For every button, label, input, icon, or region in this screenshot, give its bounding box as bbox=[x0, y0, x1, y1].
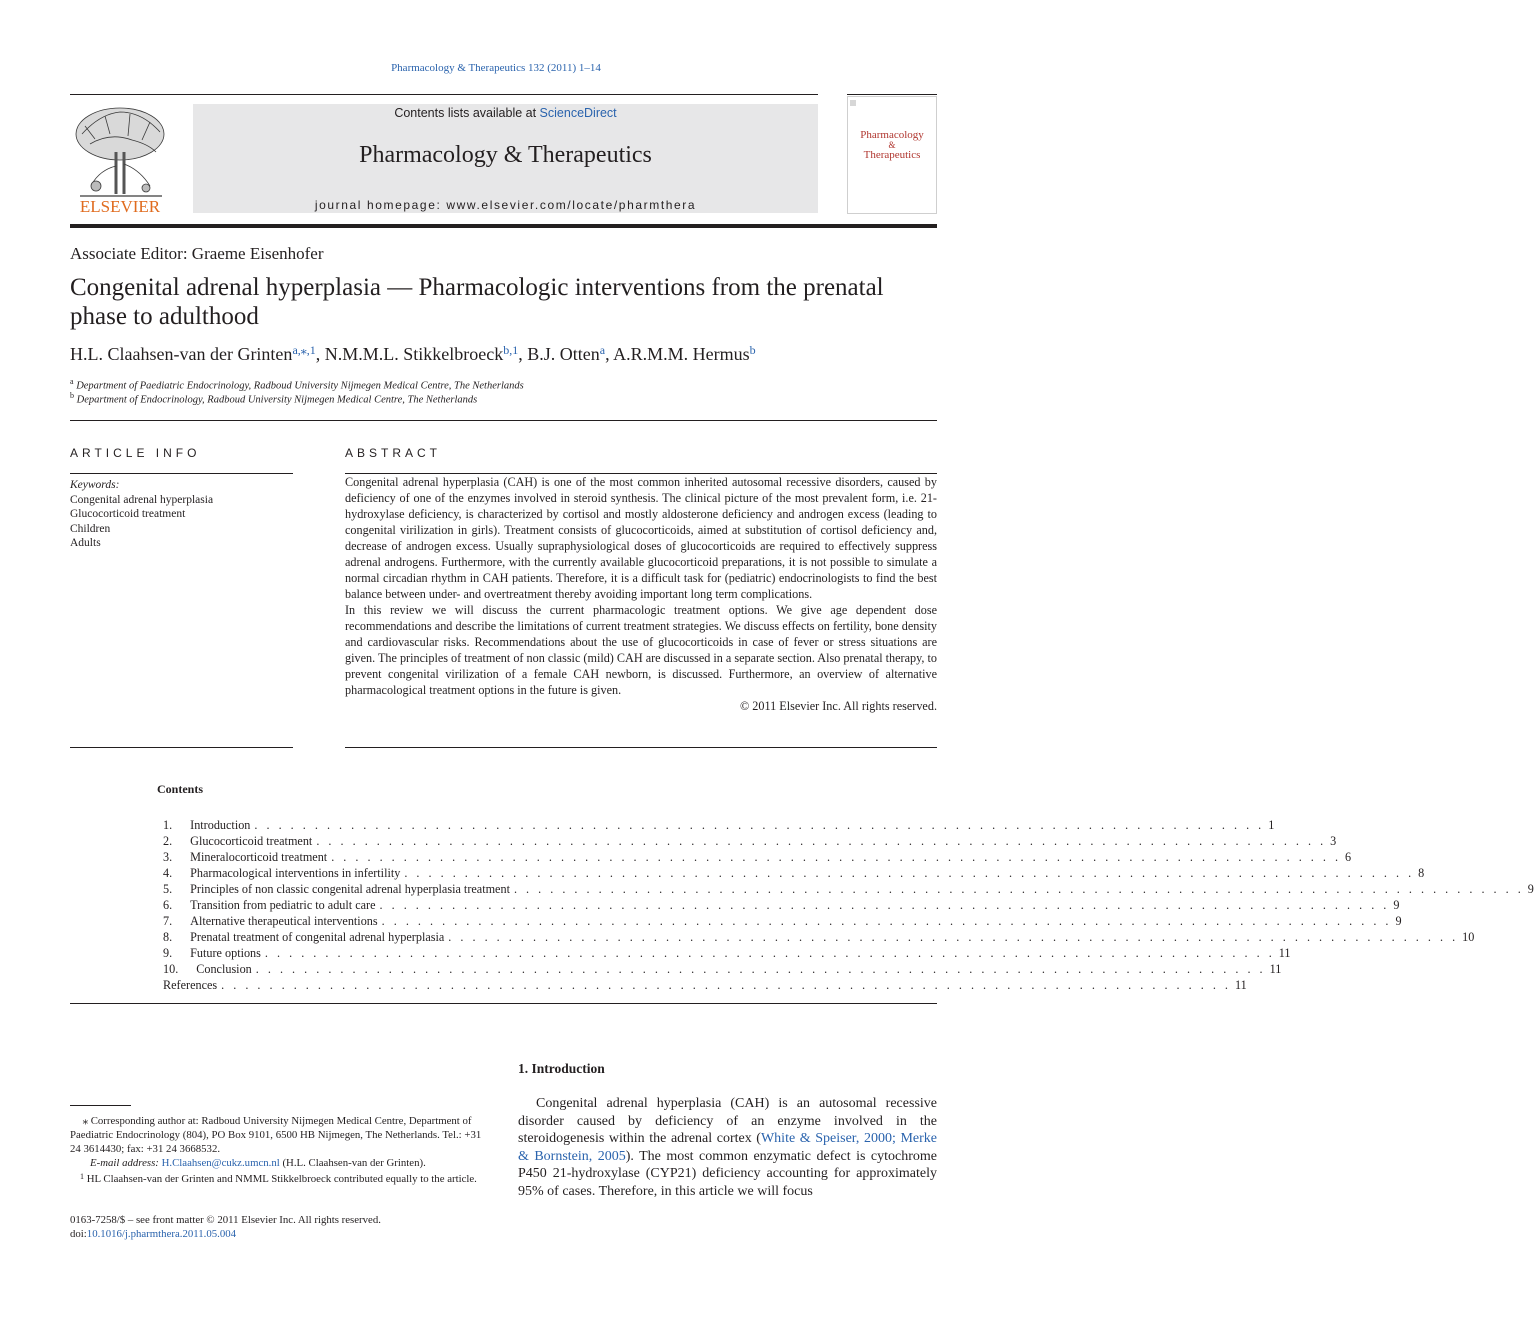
toc-number: 9. bbox=[163, 946, 173, 960]
keyword: Adults bbox=[70, 537, 101, 549]
author-name: N.M.M.L. Stikkelbroeck bbox=[324, 344, 504, 364]
abstract-paragraph: Congenital adrenal hyperplasia (CAH) is one of the most common inherited autosomal recessive disorders, caused by deficiency of one of the enzymes involved in steroid synthesis. The clinical picture of the most prevalent form, i.e. 21-hydroxylase deficiency, is characterized by cortisol and mostly aldosterone deficiency and androgen excess (leading to congenital virilization in girls). Treatment consists of glucocorticoids, aimed at substitution of cortisol deficiency and, decrease of androgen excess. Usually supraphysiological doses of glucocorticoids are required to effectively suppress adrenal androgens. Furthermore, with the currently available glucocorticoid preparations, it is not possible to simulate a normal circadian rhythm in CAH patients. Therefore, it is a difficult task for (pediatric) endocrinologists to find the best balance between under- and overtreatment thereby avoiding important long term complications. bbox=[345, 475, 937, 601]
toc-entry[interactable] bbox=[163, 849, 1352, 865]
article-title-line1: Congenital adrenal hyperplasia — Pharmacologic interventions from the prenatal bbox=[70, 274, 884, 301]
article-info-rule bbox=[70, 473, 293, 474]
contents-available-text: Contents lists available at bbox=[394, 106, 540, 120]
author-list bbox=[70, 343, 756, 365]
author-affil-marks[interactable]: b bbox=[749, 343, 756, 357]
contents-heading: Contents bbox=[157, 782, 204, 796]
author-name: A.R.M.M. Hermus bbox=[613, 344, 750, 364]
article-info-heading: ARTICLE INFO bbox=[70, 446, 201, 460]
toc-entry-references[interactable] bbox=[163, 977, 1247, 993]
toc-entry[interactable] bbox=[163, 817, 1275, 833]
footnote-mark: ⁎ bbox=[82, 1115, 88, 1127]
footnote-rule bbox=[70, 1105, 131, 1106]
journal-homepage[interactable]: journal homepage: www.elsevier.com/locate/pharmthera bbox=[314, 198, 697, 212]
cover-top-rule bbox=[847, 94, 937, 95]
abstract-paragraph: In this review we will discuss the current pharmacologic treatment options. We give age dependent dose recommendations and describe the limitations of current treatment strategies. We discuss effects on fertility, bone density and cardiovascular risks. Recommendations about the use of glucocorticoids in case of fever or stress situations are given. The principles of treatment of non classic (mild) CAH are discussed in a separate section. Also prenatal therapy, to prevent congenital virilization of a female CAH newborn, is discussed. Furthermore, an overview of alternative pharmacological treatment options in the future is given. bbox=[345, 603, 937, 697]
journal-cover-thumbnail[interactable] bbox=[847, 96, 937, 214]
header-divider bbox=[70, 420, 937, 421]
toc-title: Mineralocorticoid treatment bbox=[190, 850, 328, 864]
toc-entry[interactable] bbox=[163, 897, 1400, 913]
abstract-heading: ABSTRACT bbox=[345, 446, 442, 460]
table-of-contents bbox=[163, 817, 1534, 993]
affiliation bbox=[70, 377, 524, 392]
toc-leader: . . . . . . . . . . . . . . . . . . . . . . . . . . . . . . . . . . . . . . . . . . . . . . . . . . . . . . . . . . . . . . . . . . . . . . . . . . . . . . . . . . . . bbox=[513, 882, 1524, 896]
toc-page: 9 bbox=[1395, 914, 1402, 928]
contents-available-line bbox=[193, 106, 818, 120]
toc-page: 10 bbox=[1462, 930, 1475, 944]
toc-number: 5. bbox=[163, 882, 173, 896]
toc-leader: . . . . . . . . . . . . . . . . . . . . . . . . . . . . . . . . . . . . . . . . . . . . . . . . . . . . . . . . . . . . . . . . . . . . . . . . . . . . . . . . . . . . bbox=[404, 866, 1415, 880]
footnote-mark: 1 bbox=[80, 1172, 84, 1181]
contents-bottom-rule bbox=[70, 1003, 937, 1004]
toc-entry[interactable] bbox=[163, 929, 1475, 945]
journal-name: Pharmacology & Therapeutics bbox=[359, 142, 652, 168]
author-name: H.L. Claahsen-van der Grinten bbox=[70, 344, 293, 364]
affiliation bbox=[70, 391, 477, 406]
toc-entry[interactable] bbox=[163, 881, 1534, 897]
cover-title-line1: Pharmacology bbox=[860, 129, 924, 141]
doi-line bbox=[70, 1227, 490, 1241]
toc-number: 4. bbox=[163, 866, 173, 880]
toc-leader: . . . . . . . . . . . . . . . . . . . . . . . . . . . . . . . . . . . . . . . . . . . . . . . . . . . . . . . . . . . . . . . . . . . . . . . . . . . . . . . . . . . . bbox=[381, 914, 1392, 928]
doi-label: doi: bbox=[70, 1228, 87, 1240]
citation-link[interactable]: White & Speiser, 2000; Merke & Bornstein, 2005 bbox=[518, 1131, 937, 1164]
sciencedirect-link[interactable]: ScienceDirect bbox=[539, 106, 617, 120]
toc-leader: . . . . . . . . . . . . . . . . . . . . . . . . . . . . . . . . . . . . . . . . . . . . . . . . . . . . . . . . . . . . . . . . . . . . . . . . . . . . . . . . . . . . bbox=[254, 818, 1265, 832]
affiliation-text: Department of Paediatric Endocrinology, Radboud University Nijmegen Medical Centre, The Netherlands bbox=[76, 380, 524, 392]
keywords-block bbox=[70, 478, 213, 551]
toc-page: 11 bbox=[1234, 978, 1247, 992]
masthead-top-rule bbox=[70, 94, 818, 95]
elsevier-tree-icon bbox=[70, 104, 170, 216]
toc-number: 7. bbox=[163, 914, 173, 928]
article-title bbox=[70, 273, 940, 331]
author-separator: , bbox=[315, 344, 325, 364]
author-affil-marks[interactable]: b,1 bbox=[503, 343, 519, 357]
body-text: ). The most common enzymatic defect is cytochrome P450 21-hydroxylase (CYP21) deficiency accounting for approximately 95% of cases. Therefore, in this article we will focus bbox=[518, 1148, 937, 1199]
toc-page: 8 bbox=[1418, 866, 1425, 880]
elsevier-wordmark: ELSEVIER bbox=[79, 197, 161, 216]
abstract-body bbox=[345, 474, 937, 714]
elsevier-logo[interactable] bbox=[70, 104, 170, 216]
toc-entry[interactable] bbox=[163, 945, 1291, 961]
toc-entry[interactable] bbox=[163, 833, 1337, 849]
toc-page: 11 bbox=[1278, 946, 1291, 960]
cover-image bbox=[847, 96, 937, 214]
toc-title: Conclusion bbox=[196, 962, 252, 976]
toc-title: Alternative therapeutical interventions bbox=[190, 914, 378, 928]
author-separator: , bbox=[518, 344, 528, 364]
toc-entry[interactable] bbox=[163, 865, 1425, 881]
article-info-bottom-rule bbox=[70, 747, 293, 748]
toc-title: Glucocorticoid treatment bbox=[190, 834, 313, 848]
affiliation-text: Department of Endocrinology, Radboud University Nijmegen Medical Centre, The Netherlands bbox=[76, 394, 478, 406]
toc-entry[interactable] bbox=[163, 961, 1282, 977]
body-text: Congenital adrenal hyperplasia (CAH) is an autosomal recessive disorder caused by deficiency of an enzyme involved in the steroidogenesis within the adrenal cortex ( bbox=[518, 1096, 937, 1146]
running-head[interactable]: Pharmacology & Therapeutics 132 (2011) 1–14 bbox=[391, 62, 601, 74]
footnote-corresponding bbox=[70, 1114, 490, 1156]
toc-page: 1 bbox=[1268, 818, 1275, 832]
toc-entry[interactable] bbox=[163, 913, 1402, 929]
article-title-line2: phase to adulthood bbox=[70, 303, 259, 330]
author-separator: , bbox=[605, 344, 614, 364]
keyword: Congenital adrenal hyperplasia bbox=[70, 493, 214, 506]
email-label: E-mail address: bbox=[90, 1157, 159, 1169]
toc-leader: . . . . . . . . . . . . . . . . . . . . . . . . . . . . . . . . . . . . . . . . . . . . . . . . . . . . . . . . . . . . . . . . . . . . . . . . . . . . . . . . . . . . bbox=[221, 978, 1231, 992]
footnote-1 bbox=[70, 1170, 490, 1186]
introduction-paragraph bbox=[518, 1095, 937, 1200]
toc-title: Transition from pediatric to adult care bbox=[190, 898, 376, 912]
toc-title: References bbox=[163, 978, 218, 992]
toc-leader: . . . . . . . . . . . . . . . . . . . . . . . . . . . . . . . . . . . . . . . . . . . . . . . . . . . . . . . . . . . . . . . . . . . . . . . . . . . . . . . . . . . . bbox=[255, 962, 1266, 976]
footnote-text: Corresponding author at: Radboud University Nijmegen Medical Centre, Department of Paediatric Endocrinology (804), PO Box 9101, 6500 HB Nijmegen, The Netherlands. Tel.: +31 24 3614430; fax: +31 24 3668532. bbox=[70, 1115, 482, 1155]
author-affil-marks[interactable]: a bbox=[599, 343, 606, 357]
toc-number: 2. bbox=[163, 834, 173, 848]
keyword: Children bbox=[70, 522, 111, 535]
toc-title: Introduction bbox=[190, 818, 251, 832]
issn-line: 0163-7258/$ – see front matter © 2011 Elsevier Inc. All rights reserved. bbox=[70, 1214, 381, 1226]
toc-title: Principles of non classic congenital adrenal hyperplasia treatment bbox=[190, 882, 510, 896]
masthead-thick-rule bbox=[70, 224, 937, 228]
toc-number: 3. bbox=[163, 850, 173, 864]
footnote-text: HL Claahsen-van der Grinten and NMML Stikkelbroeck contributed equally to the article. bbox=[86, 1173, 477, 1185]
toc-leader: . . . . . . . . . . . . . . . . . . . . . . . . . . . . . . . . . . . . . . . . . . . . . . . . . . . . . . . . . . . . . . . . . . . . . . . . . . . . . . . . . . . . bbox=[316, 834, 1327, 848]
toc-title: Future options bbox=[190, 946, 261, 960]
affiliation-mark: b bbox=[70, 391, 74, 400]
keyword: Glucocorticoid treatment bbox=[70, 508, 186, 520]
toc-page: 6 bbox=[1345, 850, 1352, 864]
toc-number: 6. bbox=[163, 898, 173, 912]
abstract-bottom-rule bbox=[345, 747, 937, 748]
toc-number: 8. bbox=[163, 930, 173, 944]
toc-page: 3 bbox=[1330, 834, 1337, 848]
email-link[interactable]: H.Claahsen@cukz.umcn.nl bbox=[161, 1157, 280, 1169]
toc-number: 1. bbox=[163, 818, 173, 832]
toc-title: Pharmacological interventions in infertility bbox=[190, 866, 401, 880]
toc-page: 9 bbox=[1527, 882, 1534, 896]
author-affil-marks[interactable]: a,⁎,1 bbox=[292, 343, 316, 357]
cover-title-line2: & bbox=[888, 140, 896, 150]
affiliation-mark: a bbox=[70, 377, 74, 386]
copyright-line: © 2011 Elsevier Inc. All rights reserved. bbox=[740, 699, 937, 713]
toc-page: 11 bbox=[1269, 962, 1282, 976]
toc-page: 9 bbox=[1393, 898, 1400, 912]
toc-leader: . . . . . . . . . . . . . . . . . . . . . . . . . . . . . . . . . . . . . . . . . . . . . . . . . . . . . . . . . . . . . . . . . . . . . . . . . . . . . . . . . . . . bbox=[448, 930, 1459, 944]
toc-leader: . . . . . . . . . . . . . . . . . . . . . . . . . . . . . . . . . . . . . . . . . . . . . . . . . . . . . . . . . . . . . . . . . . . . . . . . . . . . . . . . . . . . bbox=[379, 898, 1390, 912]
cover-title-line3: Therapeutics bbox=[863, 149, 921, 161]
doi-link[interactable]: 10.1016/j.pharmthera.2011.05.004 bbox=[86, 1228, 237, 1240]
toc-number: 10. bbox=[163, 962, 179, 976]
toc-title: Prenatal treatment of congenital adrenal hyperplasia bbox=[190, 930, 445, 944]
toc-leader: . . . . . . . . . . . . . . . . . . . . . . . . . . . . . . . . . . . . . . . . . . . . . . . . . . . . . . . . . . . . . . . . . . . . . . . . . . . . . . . . . . . . bbox=[264, 946, 1275, 960]
author-name: B.J. Otten bbox=[527, 344, 600, 364]
section-heading-introduction: 1. Introduction bbox=[518, 1061, 605, 1076]
footnote-email bbox=[90, 1156, 510, 1170]
toc-leader: . . . . . . . . . . . . . . . . . . . . . . . . . . . . . . . . . . . . . . . . . . . . . . . . . . . . . . . . . . . . . . . . . . . . . . . . . . . . . . . . . . . . bbox=[331, 850, 1342, 864]
email-owner: (H.L. Claahsen-van der Grinten). bbox=[279, 1157, 426, 1169]
keywords-label: Keywords: bbox=[70, 479, 120, 491]
associate-editor: Associate Editor: Graeme Eisenhofer bbox=[70, 244, 324, 263]
